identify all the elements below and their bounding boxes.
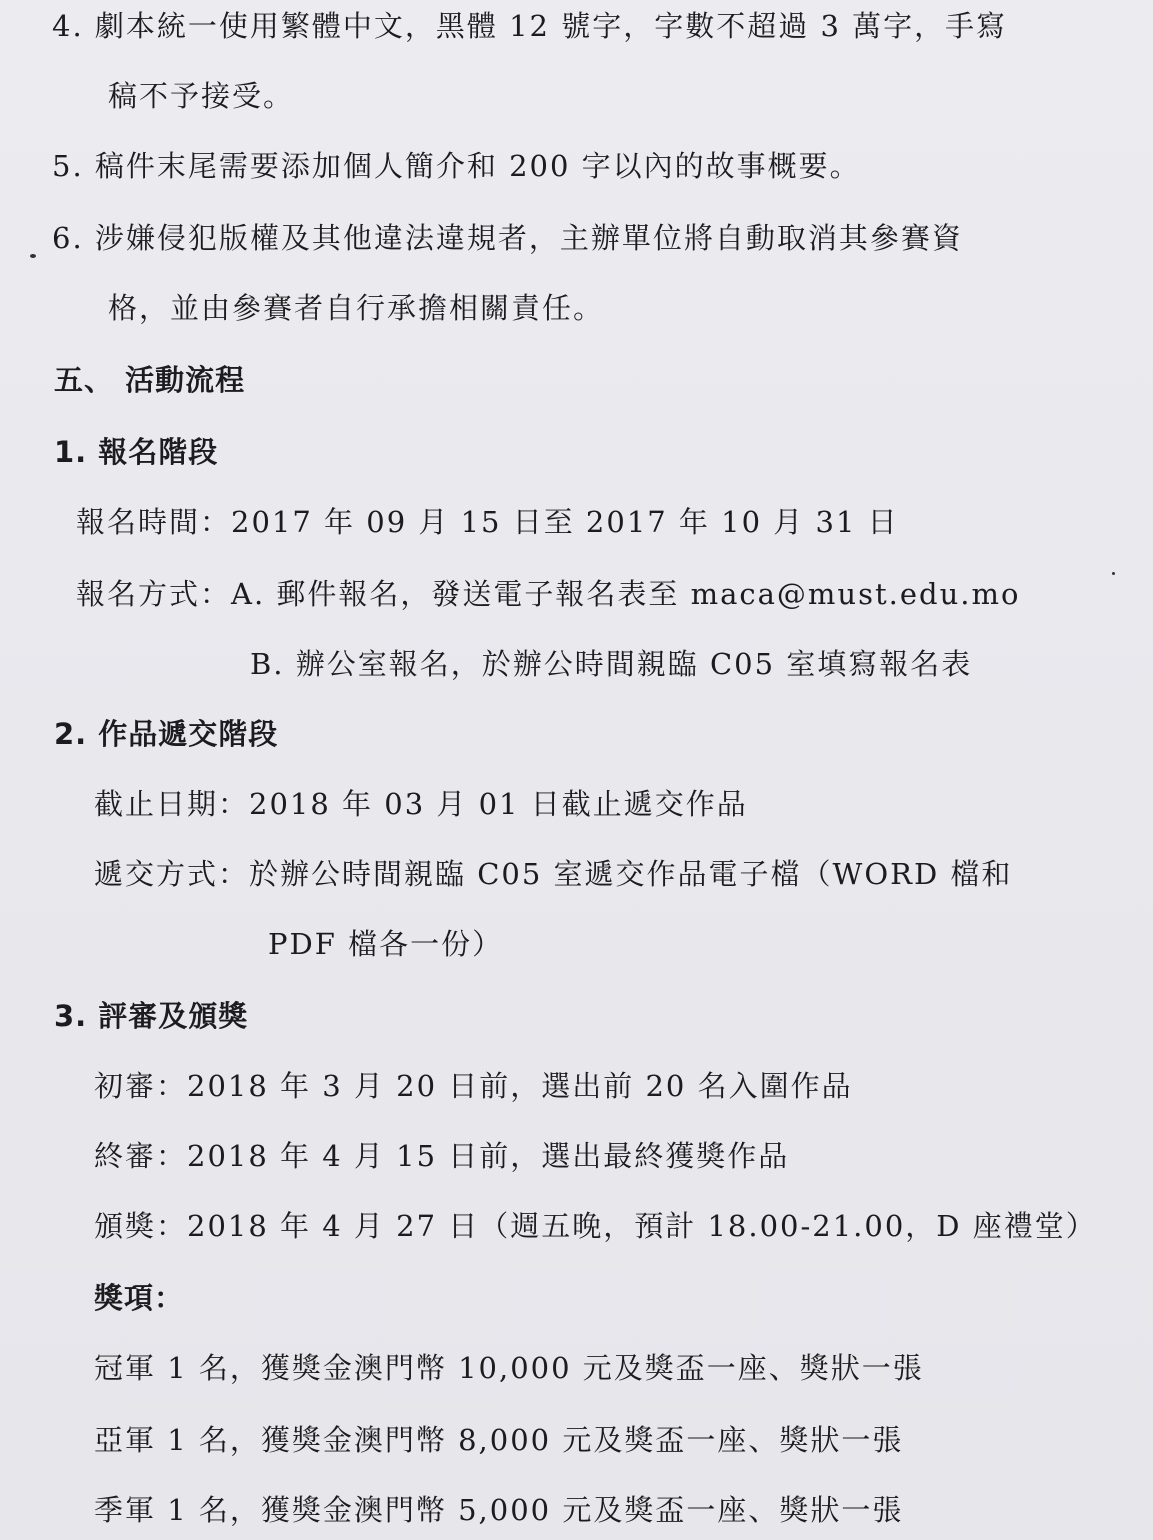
section-heading: 五、 活動流程 [54,363,246,397]
award-third-place: 季軍 1 名，獲獎金澳門幣 5,000 元及獎盃一座、獎狀一張 [94,1493,904,1527]
rule-item-5: 5. 稿件末尾需要添加個人簡介和 200 字以內的故事概要。 [52,149,861,183]
award-champion: 冠軍 1 名，獲獎金澳門幣 10,000 元及獎盃一座、獎狀一張 [94,1351,924,1385]
submission-method-continued: PDF 檔各一份） [268,927,504,961]
rule-item-6-continued: 格，並由參賽者自行承擔相關責任。 [108,291,605,325]
registration-method-b: B. 辦公室報名，於辦公時間親臨 C05 室填寫報名表 [250,647,973,681]
registration-period: 報名時間：2017 年 09 月 15 日至 2017 年 10 月 31 日 [76,505,899,539]
scan-speck [30,254,36,258]
preliminary-review: 初審：2018 年 3 月 20 日前，選出前 20 名入圍作品 [94,1069,853,1103]
awards-heading: 獎項： [94,1281,185,1315]
scan-speck [1112,572,1115,575]
submission-method: 遞交方式：於辦公時間親臨 C05 室遞交作品電子檔（WORD 檔和 [94,857,1013,891]
stage-3-heading: 3. 評審及頒獎 [54,999,249,1033]
final-review: 終審：2018 年 4 月 15 日前，選出最終獲獎作品 [94,1139,790,1173]
stage-1-heading: 1. 報名階段 [54,435,219,469]
submission-deadline: 截止日期：2018 年 03 月 01 日截止遞交作品 [94,787,748,821]
stage-2-heading: 2. 作品遞交階段 [54,717,279,751]
award-runner-up: 亞軍 1 名，獲獎金澳門幣 8,000 元及獎盃一座、獎狀一張 [94,1423,904,1457]
rule-item-4: 4. 劇本統一使用繁體中文，黑體 12 號字，字數不超過 3 萬字，手寫 [52,9,1008,43]
award-ceremony: 頒獎：2018 年 4 月 27 日（週五晚，預計 18.00-21.00，D 座禮堂） [94,1209,1097,1243]
registration-method-a: 報名方式：A. 郵件報名，發送電子報名表至 maca@must.edu.mo [76,577,1021,611]
rule-item-6: 6. 涉嫌侵犯版權及其他違法違規者，主辦單位將自動取消其參賽資 [52,221,963,255]
rule-item-4-continued: 稿不予接受。 [108,79,295,113]
